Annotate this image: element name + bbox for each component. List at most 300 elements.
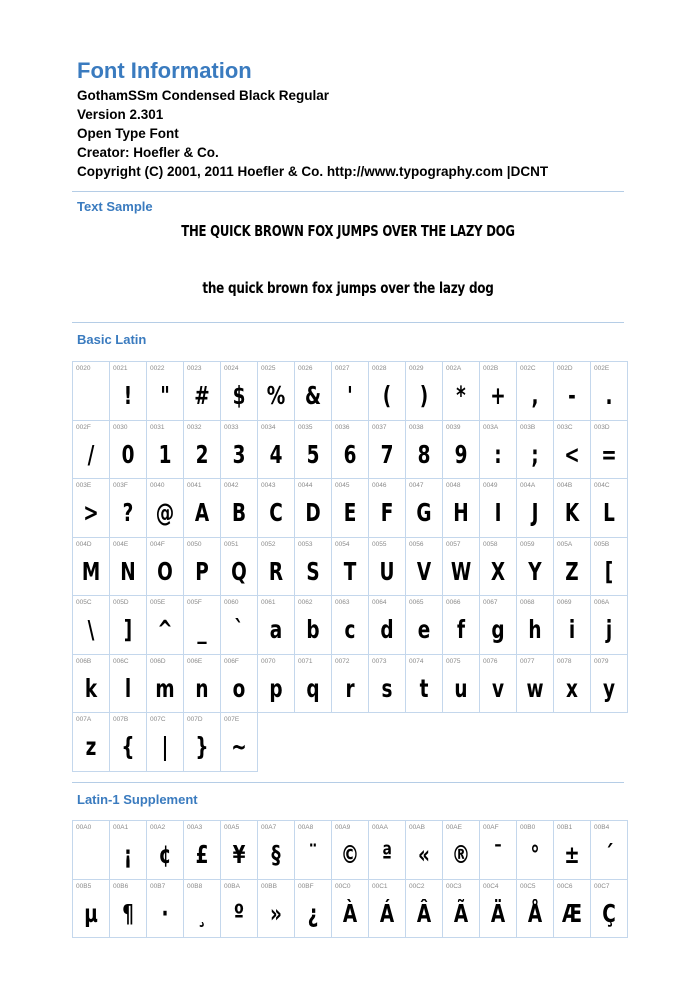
glyph-codepoint: 0079 <box>594 657 609 665</box>
glyph-character: Ä <box>490 898 506 928</box>
glyph-cell <box>257 820 295 880</box>
glyph-character: ¸ <box>197 898 207 928</box>
glyph-character: : <box>494 439 502 469</box>
font-creator: Creator: Hoefler & Co. <box>77 145 219 160</box>
glyph-character: y <box>602 673 616 703</box>
glyph-cell <box>294 361 332 421</box>
glyph-codepoint: 0067 <box>483 599 498 606</box>
glyph-cell <box>220 420 258 480</box>
glyph-cell <box>331 595 369 655</box>
glyph-cell <box>183 712 221 772</box>
glyph-character: ¨ <box>308 840 318 869</box>
glyph-cell <box>294 537 332 597</box>
glyph-character: o <box>232 673 246 703</box>
glyph-cell <box>183 654 221 714</box>
glyph-codepoint: 00BA <box>224 882 240 890</box>
glyph-cell <box>146 820 184 880</box>
glyph-character: K <box>564 498 580 527</box>
glyph-cell <box>220 537 258 597</box>
glyph-character: § <box>271 840 281 869</box>
glyph-cell <box>479 879 517 939</box>
glyph-cell <box>590 654 628 714</box>
glyph-codepoint: 00C0 <box>335 882 351 890</box>
glyph-codepoint: 007C <box>150 716 166 723</box>
glyph-character: l <box>124 673 132 703</box>
glyph-cell <box>405 361 443 421</box>
glyph-character: A <box>194 498 210 527</box>
section-heading-latin1-supplement: Latin-1 Supplement <box>77 792 198 807</box>
glyph-cell <box>442 420 480 480</box>
glyph-cell <box>405 478 443 538</box>
glyph-cell <box>331 654 369 714</box>
glyph-character: j <box>605 615 613 644</box>
glyph-character: [ <box>604 556 614 586</box>
glyph-character: % <box>266 381 286 410</box>
glyph-cell <box>109 879 147 939</box>
glyph-cell <box>368 654 406 714</box>
glyph-character: L <box>603 498 615 527</box>
glyph-character: 3 <box>232 439 246 469</box>
glyph-cell <box>146 879 184 939</box>
glyph-codepoint: 0065 <box>409 599 424 606</box>
glyph-cell <box>257 595 295 655</box>
glyph-character: ; <box>531 439 539 469</box>
glyph-cell <box>368 820 406 880</box>
glyph-character: « <box>418 840 430 869</box>
sample-lowercase: the quick brown fox jumps over the lazy dog <box>202 279 494 297</box>
glyph-codepoint: 0051 <box>224 540 239 548</box>
glyph-cell <box>220 478 258 538</box>
glyph-codepoint: 006C <box>113 657 129 665</box>
glyph-character: £ <box>195 840 209 869</box>
glyph-codepoint: 00A8 <box>298 824 314 831</box>
glyph-codepoint: 006A <box>594 599 610 606</box>
glyph-codepoint: 0041 <box>187 482 202 489</box>
glyph-codepoint: 00AB <box>409 824 425 831</box>
glyph-codepoint: 0063 <box>335 599 350 606</box>
glyph-cell <box>516 361 554 421</box>
glyph-cell <box>405 537 443 597</box>
glyph-codepoint: 0070 <box>261 657 276 665</box>
glyph-character: ± <box>564 840 580 869</box>
glyph-character: U <box>379 556 395 586</box>
glyph-codepoint: 002F <box>76 423 91 431</box>
glyph-codepoint: 0035 <box>298 423 313 431</box>
glyph-character: + <box>490 381 506 410</box>
glyph-cell <box>109 595 147 655</box>
glyph-cell <box>220 595 258 655</box>
glyph-character: p <box>269 673 283 703</box>
glyph-codepoint: 0030 <box>113 423 128 431</box>
glyph-codepoint: 0042 <box>224 482 239 489</box>
glyph-codepoint: 004D <box>76 540 92 548</box>
glyph-character: 4 <box>269 439 283 469</box>
glyph-character: * <box>456 381 466 410</box>
glyph-cell <box>479 820 517 880</box>
glyph-character: > <box>83 498 99 527</box>
glyph-cell <box>590 879 628 939</box>
glyph-character: { <box>121 732 135 761</box>
glyph-codepoint: 007E <box>224 716 240 723</box>
glyph-codepoint: 003F <box>113 482 128 489</box>
glyph-character: ® <box>451 840 471 869</box>
glyph-cell <box>553 478 591 538</box>
glyph-codepoint: 0064 <box>372 599 387 606</box>
glyph-codepoint: 00A5 <box>224 824 240 831</box>
glyph-codepoint: 0044 <box>298 482 313 489</box>
glyph-codepoint: 0055 <box>372 540 387 548</box>
glyph-character: @ <box>155 498 175 527</box>
glyph-character: | <box>161 732 169 761</box>
glyph-codepoint: 00A1 <box>113 824 129 831</box>
glyph-codepoint: 0045 <box>335 482 350 489</box>
glyph-cell <box>516 820 554 880</box>
glyph-cell <box>479 654 517 714</box>
glyph-codepoint: 002E <box>594 365 610 372</box>
glyph-character: R <box>268 556 284 586</box>
glyph-character: ¯ <box>493 840 503 869</box>
glyph-character: e <box>417 615 431 644</box>
glyph-character: = <box>601 439 617 469</box>
glyph-cell <box>405 654 443 714</box>
glyph-character: # <box>194 381 210 410</box>
glyph-codepoint: 006B <box>76 657 92 665</box>
glyph-cell <box>405 879 443 939</box>
glyph-character: x <box>566 673 578 703</box>
glyph-cell <box>553 537 591 597</box>
glyph-codepoint: 00C1 <box>372 882 388 890</box>
glyph-codepoint: 00B0 <box>520 824 536 831</box>
glyph-codepoint: 003E <box>76 482 92 489</box>
glyph-cell <box>109 478 147 538</box>
glyph-cell <box>368 478 406 538</box>
glyph-character: ( <box>382 381 392 410</box>
glyph-codepoint: 0046 <box>372 482 387 489</box>
glyph-codepoint: 0038 <box>409 423 424 431</box>
glyph-codepoint: 005B <box>594 540 610 548</box>
glyph-codepoint: 00BF <box>298 882 314 890</box>
glyph-character: B <box>231 498 247 527</box>
glyph-cell <box>146 595 184 655</box>
divider <box>72 191 624 192</box>
glyph-codepoint: 0059 <box>520 540 535 548</box>
glyph-cell <box>553 879 591 939</box>
glyph-character: s <box>381 673 393 703</box>
glyph-cell <box>368 361 406 421</box>
glyph-character: v <box>491 673 505 703</box>
glyph-character: , <box>531 381 539 410</box>
glyph-character: O <box>157 556 173 586</box>
glyph-codepoint: 0022 <box>150 365 165 372</box>
glyph-codepoint: 007D <box>187 716 203 723</box>
glyph-character: 0 <box>121 439 135 469</box>
glyph-codepoint: 0068 <box>520 599 535 606</box>
glyph-cell <box>72 879 110 939</box>
glyph-character: / <box>87 439 95 469</box>
glyph-codepoint: 0056 <box>409 540 424 548</box>
glyph-cell <box>442 361 480 421</box>
glyph-codepoint: 0028 <box>372 365 387 372</box>
glyph-codepoint: 003A <box>483 423 499 431</box>
glyph-codepoint: 0025 <box>261 365 276 372</box>
glyph-codepoint: 00A7 <box>261 824 277 831</box>
glyph-character: ^ <box>157 615 173 644</box>
section-heading-basic-latin: Basic Latin <box>77 332 147 347</box>
glyph-cell <box>183 595 221 655</box>
glyph-character: k <box>84 673 98 703</box>
glyph-codepoint: 004B <box>557 482 573 489</box>
glyph-cell <box>109 654 147 714</box>
glyph-codepoint: 0049 <box>483 482 498 489</box>
glyph-character: C <box>269 498 283 527</box>
glyph-cell <box>553 420 591 480</box>
glyph-cell <box>590 537 628 597</box>
glyph-character: G <box>416 498 432 527</box>
glyph-codepoint: 00C5 <box>520 882 536 890</box>
glyph-codepoint: 004A <box>520 482 536 489</box>
glyph-cell <box>442 595 480 655</box>
glyph-character: ´ <box>604 840 614 869</box>
glyph-codepoint: 0027 <box>335 365 350 372</box>
glyph-cell <box>479 595 517 655</box>
glyph-cell <box>72 595 110 655</box>
glyph-cell <box>553 361 591 421</box>
glyph-cell <box>257 361 295 421</box>
glyph-codepoint: 00AF <box>483 824 499 831</box>
glyph-character: J <box>531 498 539 527</box>
glyph-character: Q <box>231 556 247 586</box>
glyph-cell <box>294 595 332 655</box>
glyph-cell <box>516 595 554 655</box>
glyph-codepoint: 004E <box>113 540 129 548</box>
glyph-codepoint: 005A <box>557 540 573 548</box>
glyph-cell <box>109 361 147 421</box>
glyph-cell <box>516 537 554 597</box>
glyph-codepoint: 002C <box>520 365 536 372</box>
glyph-character: Ã <box>453 898 469 928</box>
glyph-cell <box>183 879 221 939</box>
glyph-codepoint: 00B1 <box>557 824 573 831</box>
glyph-codepoint: 0047 <box>409 482 424 489</box>
glyph-cell <box>331 537 369 597</box>
glyph-cell <box>146 712 184 772</box>
section-heading-text-sample: Text Sample <box>77 199 153 214</box>
glyph-cell <box>183 820 221 880</box>
glyph-codepoint: 0057 <box>446 540 461 548</box>
glyph-character: $ <box>232 381 246 410</box>
glyph-cell <box>368 537 406 597</box>
glyph-cell <box>183 478 221 538</box>
glyph-codepoint: 0020 <box>76 365 91 372</box>
glyph-cell <box>72 537 110 597</box>
glyph-cell <box>331 879 369 939</box>
glyph-codepoint: 0021 <box>113 365 128 372</box>
glyph-character: i <box>568 615 576 644</box>
glyph-character: \ <box>87 615 95 644</box>
glyph-codepoint: 004F <box>150 540 165 548</box>
glyph-character: " <box>160 381 170 410</box>
glyph-codepoint: 0043 <box>261 482 276 489</box>
glyph-character: b <box>306 615 320 644</box>
glyph-codepoint: 0024 <box>224 365 239 372</box>
glyph-codepoint: 0071 <box>298 657 313 665</box>
glyph-codepoint: 0039 <box>446 423 461 431</box>
glyph-codepoint: 00C2 <box>409 882 425 890</box>
glyph-codepoint: 00A3 <box>187 824 203 831</box>
glyph-cell <box>146 654 184 714</box>
font-metadata <box>77 86 548 181</box>
glyph-codepoint: 00B7 <box>150 882 166 890</box>
glyph-codepoint: 002A <box>446 365 462 372</box>
glyph-codepoint: 0050 <box>187 540 202 548</box>
glyph-cell <box>220 820 258 880</box>
glyph-cell <box>294 478 332 538</box>
glyph-character: · <box>161 898 169 928</box>
glyph-character: ¿ <box>307 898 319 928</box>
glyph-cell <box>331 420 369 480</box>
glyph-codepoint: 00AE <box>446 824 462 831</box>
glyph-character: ! <box>123 381 133 410</box>
glyph-character: & <box>304 381 322 410</box>
glyph-cell <box>405 820 443 880</box>
glyph-codepoint: 005F <box>187 599 202 606</box>
divider <box>72 322 624 323</box>
glyph-character: . <box>605 381 613 410</box>
glyph-codepoint: 00AA <box>372 824 388 831</box>
glyph-cell <box>516 478 554 538</box>
glyph-cell <box>294 420 332 480</box>
glyph-character: f <box>456 615 466 644</box>
glyph-cell <box>590 595 628 655</box>
glyph-cell <box>146 478 184 538</box>
glyph-cell <box>72 654 110 714</box>
glyph-codepoint: 0076 <box>483 657 498 665</box>
glyph-character: Z <box>565 556 579 586</box>
glyph-codepoint: 003C <box>557 423 573 431</box>
glyph-cell <box>257 879 295 939</box>
glyph-cell <box>294 654 332 714</box>
glyph-cell <box>331 361 369 421</box>
glyph-cell <box>479 361 517 421</box>
glyph-character: º <box>233 898 245 928</box>
glyph-cell <box>220 654 258 714</box>
glyph-character: I <box>494 498 502 527</box>
glyph-character: » <box>270 898 282 928</box>
glyph-cell <box>442 478 480 538</box>
glyph-character: t <box>419 673 429 703</box>
glyph-codepoint: 0075 <box>446 657 461 665</box>
glyph-cell <box>590 820 628 880</box>
glyph-character: P <box>195 556 209 586</box>
glyph-codepoint: 0054 <box>335 540 350 548</box>
glyph-character: d <box>380 615 394 644</box>
glyph-codepoint: 0058 <box>483 540 498 548</box>
glyph-character: n <box>195 673 209 703</box>
glyph-codepoint: 003B <box>520 423 536 431</box>
glyph-cell <box>183 537 221 597</box>
glyph-character: E <box>343 498 357 527</box>
glyph-cell <box>479 537 517 597</box>
glyph-codepoint: 00B8 <box>187 882 203 890</box>
glyph-character: ¢ <box>158 840 172 869</box>
glyph-codepoint: 00B6 <box>113 882 129 890</box>
glyph-character: q <box>306 673 320 703</box>
glyph-cell <box>257 537 295 597</box>
glyph-codepoint: 0053 <box>298 540 313 548</box>
glyph-codepoint: 006E <box>187 657 203 665</box>
glyph-cell <box>220 879 258 939</box>
glyph-character: ¥ <box>232 840 246 869</box>
font-name: GothamSSm Condensed Black Regular <box>77 88 330 103</box>
glyph-character: H <box>453 498 469 527</box>
glyph-codepoint: 00C6 <box>557 882 573 890</box>
glyph-codepoint: 0072 <box>335 657 350 665</box>
glyph-codepoint: 0069 <box>557 599 572 606</box>
glyph-codepoint: 005E <box>150 599 166 606</box>
glyph-character: < <box>564 439 580 469</box>
glyph-character: ° <box>530 840 540 869</box>
glyph-character: ~ <box>231 732 247 761</box>
glyph-character: X <box>490 556 506 586</box>
glyph-cell <box>516 879 554 939</box>
glyph-codepoint: 0073 <box>372 657 387 665</box>
glyph-character: g <box>491 615 505 644</box>
glyph-character: 7 <box>380 439 394 469</box>
glyph-character: µ <box>84 898 98 928</box>
glyph-codepoint: 0034 <box>261 423 276 431</box>
glyph-character: _ <box>197 615 207 644</box>
glyph-character: ? <box>122 498 134 527</box>
glyph-codepoint: 00C3 <box>446 882 462 890</box>
glyph-codepoint: 0048 <box>446 482 461 489</box>
glyph-codepoint: 0062 <box>298 599 313 606</box>
glyph-cell <box>257 420 295 480</box>
glyph-codepoint: 0052 <box>261 540 276 548</box>
glyph-character: ¶ <box>122 898 134 928</box>
glyph-cell <box>257 654 295 714</box>
glyph-character: 8 <box>417 439 431 469</box>
glyph-character: © <box>340 840 360 869</box>
glyph-codepoint: 00BB <box>261 882 277 890</box>
glyph-cell <box>442 537 480 597</box>
glyph-cell <box>479 478 517 538</box>
glyph-cell <box>72 478 110 538</box>
glyph-character: À <box>342 898 358 928</box>
glyph-codepoint: 00B5 <box>76 882 92 890</box>
glyph-cell <box>590 420 628 480</box>
glyph-character: 2 <box>195 439 209 469</box>
glyph-character: 9 <box>454 439 468 469</box>
glyph-character: c <box>344 615 356 644</box>
sample-uppercase: THE QUICK BROWN FOX JUMPS OVER THE LAZY DOG <box>181 222 515 240</box>
glyph-codepoint: 00A0 <box>76 824 92 831</box>
glyph-character: a <box>269 615 283 644</box>
glyph-cell <box>516 654 554 714</box>
glyph-codepoint: 006D <box>150 657 166 665</box>
glyph-cell <box>590 361 628 421</box>
glyph-codepoint: 0029 <box>409 365 424 372</box>
glyph-codepoint: 0060 <box>224 599 239 606</box>
glyph-cell <box>72 820 110 880</box>
glyph-character: Ç <box>602 898 616 928</box>
glyph-cell <box>109 820 147 880</box>
glyph-codepoint: 002B <box>483 365 499 372</box>
glyph-character: 6 <box>343 439 357 469</box>
glyph-codepoint: 00C4 <box>483 882 499 890</box>
glyph-codepoint: 00A2 <box>150 824 166 831</box>
glyph-character: N <box>120 556 136 586</box>
glyph-character: ] <box>123 615 133 644</box>
